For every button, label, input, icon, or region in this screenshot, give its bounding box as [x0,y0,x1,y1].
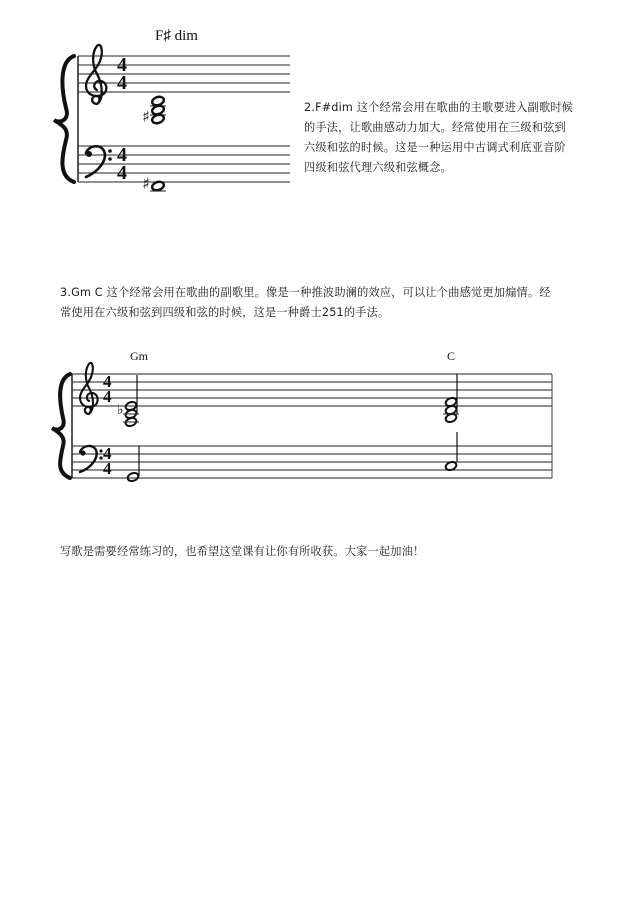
time-signature-top-4: 4 [103,444,112,463]
closing-text: 写歌是需要经常练习的，也希望这堂课有让你有所收获。大家一起加油！ [60,545,425,558]
bass-clef-icon [80,446,103,472]
bass-staff-2 [72,446,552,478]
time-signature-bottom-1: 4 [117,72,127,94]
time-signature-top-1: 4 [117,54,127,76]
treble-staff-2 [72,374,552,406]
grand-staff-brace-icon [52,374,70,478]
gmc-line-1: 3.Gm C 这个经常会用在歌曲的副歌里。像是一种推波助澜的效应，可以让个曲感觉更加煽情。经 [60,286,551,299]
time-signature-bottom-2: 4 [117,162,127,184]
time-signature-bottom-3: 4 [103,387,112,406]
c-treble-chord [443,374,459,423]
sharp-icon: ♯ [142,174,150,193]
time-signature-bottom-4: 4 [103,459,112,478]
flat-icon: ♭ [117,402,124,418]
chord-name-c: C [447,349,456,363]
sharp-icon: ♯ [142,107,150,126]
fdim-line-4: 四级和弦代理六级和弦概念。 [304,161,453,174]
fdim-line-1: 2.F#dim 这个经常会用在歌曲的主歌要进入副歌时候 [304,101,574,114]
chord-name-fsharp-dim: F♯ dim [155,28,198,44]
chord-name-gm: Gm [130,349,148,363]
time-signature-top-2: 4 [117,144,127,166]
gm-bass-note [124,446,142,482]
gm-treble-chord [123,375,139,427]
gmc-line-2: 常使用在六级和弦到四级和弦的时候，这是一种爵士251的手法。 [60,306,390,319]
time-signature-top-3: 4 [103,372,112,391]
fdim-line-3: 六级和弦的时候。这是一种运用中古调式利底亚音阶 [304,141,566,154]
c-bass-note [445,432,458,471]
fdim-line-2: 的手法，让歌曲感动力加大。经常使用在三级和弦到 [304,121,566,134]
